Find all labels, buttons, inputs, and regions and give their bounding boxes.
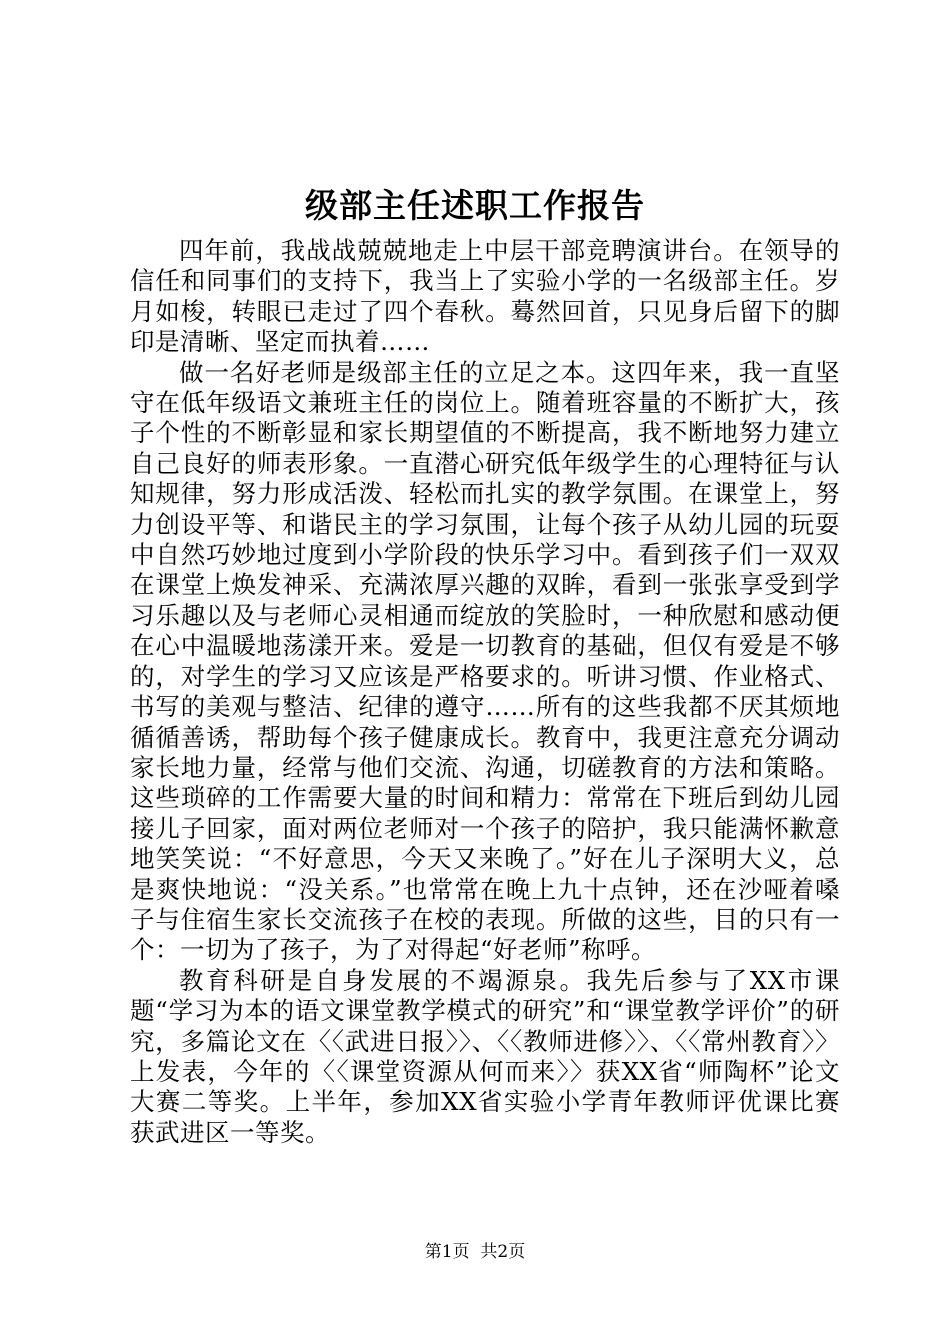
document-title: 级部主任述职工作报告	[305, 186, 645, 225]
paragraph-good-teacher: 做一名好老师是级部主任的立足之本。这四年来，我一直坚守在低年级语文兼班主任的岗位上。随着班容量的不断扩大，孩子个性的不断彰显和家长期望值的不断提高，我不断地努力建立自己良好的师表形象。一直潜心研究低年级学生的心理特征与认知规律，努力形成活泼、轻松而扎实的教学氛围。在课堂上，努力创设平等、和谐民主的学习氛围，让每个孩子从幼儿园的玩耍中自然巧妙地过度到小学阶段的快乐学习中。看到孩子们一双双在课堂上焕发神采、充满浓厚兴趣的双眸，看到一张张享受到学习乐趣以及与老师心灵相通而绽放的笑脸时，一种欣慰和感动便在心中温暖地荡漾开来。爱是一切教育的基础，但仅有爱是不够的，对学生的学习又应该是严格要求的。听讲习惯、作业格式、书写的美观与整洁、纪律的遵守……所有的这些我都不厌其烦地循循善诱，帮助每个孩子健康成长。教育中，我更注意充分调动家长地力量，经常与他们交流、沟通，切磋教育的方法和策略。这些琐碎的工作需要大量的时间和精力：常常在下班后到幼儿园接儿子回家，面对两位老师对一个孩子的陪护，我只能满怀歉意地笑笑说：“不好意思，今天又来晚了。”好在儿子深明大义，总是爽快地说：“没关系。”也常常在晚上九十点钟，还在沙哑着嗓子与住宿生家长交流孩子在校的表现。所做的这些，目的只有一个：一切为了孩子，为了对得起“好老师”称呼。	[130, 357, 840, 965]
page-number: 第1页	[424, 1242, 470, 1262]
paragraph-intro: 四年前，我战战兢兢地走上中层干部竞聘演讲台。在领导的信任和同事们的支持下，我当上了实验小学的一名级部主任。岁月如梭，转眼已走过了四个春秋。蓦然回首，只见身后留下的脚印是清晰、坚定而执着……	[130, 236, 840, 357]
page-footer	[0, 1240, 950, 1264]
page-total: 共2页	[480, 1242, 526, 1262]
paragraph-research: 教育科研是自身发展的不竭源泉。我先后参与了XX市课题“学习为本的语文课堂教学模式的研究”和“课堂教学评价”的研究，多篇论文在〈〈武进日报〉〉、〈〈教师进修〉〉、〈〈常州教育〉〉上发表，今年的〈〈课堂资源从何而来〉〉获XX省“师陶杯”论文大赛二等奖。上半年，参加XX省实验小学青年教师评优课比赛获武进区一等奖。	[130, 965, 840, 1147]
document-body	[130, 236, 840, 1148]
